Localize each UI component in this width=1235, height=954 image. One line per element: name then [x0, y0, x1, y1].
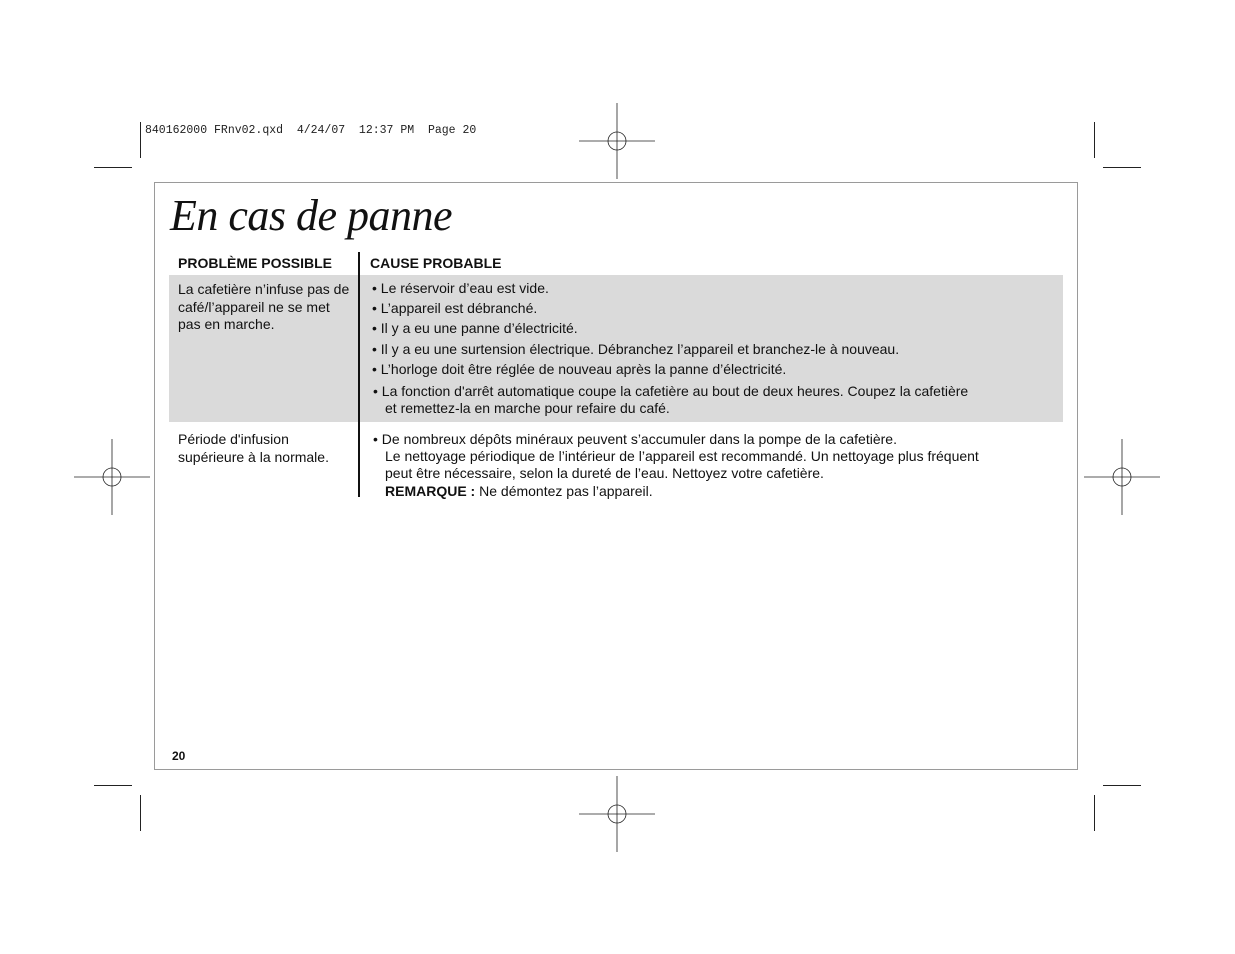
column-divider: [358, 252, 360, 497]
registration-mark-right-icon: [1084, 439, 1160, 515]
crop-mark-top-right-h: [1103, 167, 1141, 168]
cause-item: • Le réservoir d’eau est vide.: [372, 280, 549, 296]
header-cause: CAUSE PROBABLE: [370, 255, 502, 271]
registration-mark-top-icon: [579, 103, 655, 179]
cause-item: • Il y a eu une surtension électrique. Débranchez l’appareil et branchez-le à nouveau.: [372, 341, 900, 357]
cause-item: • L’appareil est débranché.: [372, 300, 538, 316]
registration-mark-left-icon: [74, 439, 150, 515]
crop-mark-top-left-h: [94, 167, 132, 168]
registration-mark-bottom-icon: [579, 776, 655, 852]
cause-item: • Il y a eu une panne d’électricité.: [372, 320, 578, 336]
note-text: Ne démontez pas l’appareil.: [475, 483, 653, 499]
crop-mark-bottom-right-v: [1094, 795, 1095, 831]
crop-mark-top-right-v: [1094, 122, 1095, 158]
cause-item: • La fonction d'arrêt automatique coupe la cafetière au bout de deux heures. Coupez la cafetière: [373, 383, 969, 399]
header-problem: PROBLÈME POSSIBLE: [178, 255, 333, 271]
crop-mark-top-left-v: [140, 122, 141, 158]
page-number: 20: [172, 749, 186, 763]
crop-mark-bottom-left-v: [140, 795, 141, 831]
page-title: En cas de panne: [170, 191, 453, 240]
cause-item-continuation: et remettez-la en marche pour refaire du café.: [385, 400, 670, 416]
cause-item-continuation: Le nettoyage périodique de l’intérieur de l’appareil est recommandé. Un nettoyage plus fréquent: [385, 448, 979, 464]
table-row-problem-2: Période d'infusion supérieure à la normale.: [178, 431, 329, 465]
cause-item-continuation: peut être nécessaire, selon la dureté de l’eau. Nettoyez votre cafetière.: [385, 465, 824, 481]
crop-mark-bottom-left-h: [94, 785, 132, 786]
crop-mark-bottom-right-h: [1103, 785, 1141, 786]
cause-item: • L’horloge doit être réglée de nouveau après la panne d’électricité.: [372, 361, 787, 377]
note-label: REMARQUE :: [385, 483, 476, 499]
cause-item: • De nombreux dépôts minéraux peuvent s’accumuler dans la pompe de la cafetière.: [373, 431, 897, 447]
cause-note: [385, 483, 653, 500]
print-slug: 840162000 FRnv02.qxd 4/24/07 12:37 PM Page 20: [145, 124, 477, 137]
table-row-problem-1: La cafetière n’infuse pas de café/l’appareil ne se met pas en marche.: [178, 281, 350, 332]
